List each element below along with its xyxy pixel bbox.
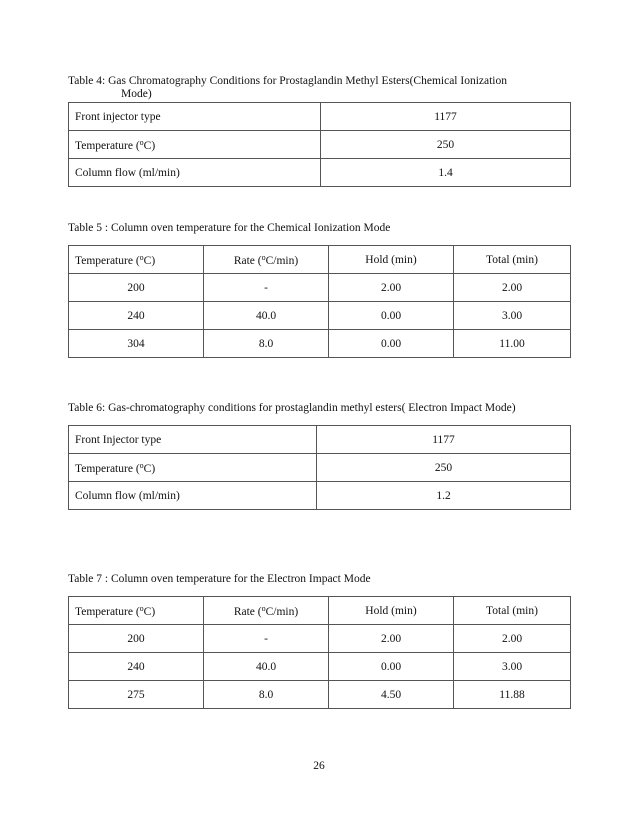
table6-value: 250 [317,454,571,482]
header-total: Total (min) [454,246,571,274]
header-total: Total (min) [454,597,571,625]
table-header-row [69,246,571,274]
table-row [69,653,571,681]
table6 [68,425,571,510]
cell: 0.00 [329,653,454,681]
table7-caption: Table 7 : Column oven temperature for the Electron Impact Mode [68,573,371,585]
table-row [69,625,571,653]
cell: 304 [69,330,204,358]
header-temperature: Temperature ($^o$C) [69,597,204,625]
table-row [69,159,571,187]
table7 [68,596,571,709]
table6-label: Front Injector type [69,426,317,454]
table4-value: 250 [321,131,571,159]
table-row [69,454,571,482]
header-temperature: Temperature ($^o$C) [69,246,204,274]
cell: 240 [69,653,204,681]
cell: 2.00 [329,625,454,653]
table4-caption [68,75,507,101]
cell: 8.0 [204,330,329,358]
table4 [68,102,571,187]
table-row [69,103,571,131]
cell: 240 [69,302,204,330]
table-row [69,681,571,709]
table-row [69,131,571,159]
table6-label: Temperature ($^o$C) [69,454,317,482]
table4-label: Column flow (ml/min) [69,159,321,187]
cell: 0.00 [329,302,454,330]
cell: 2.00 [329,274,454,302]
table6-value: 1177 [317,426,571,454]
header-hold: Hold (min) [329,597,454,625]
cell: 3.00 [454,653,571,681]
table-row [69,330,571,358]
table-header-row [69,597,571,625]
cell: 3.00 [454,302,571,330]
cell: 11.88 [454,681,571,709]
cell: 11.00 [454,330,571,358]
cell: 275 [69,681,204,709]
table4-label: Temperature ($^o$C) [69,131,321,159]
cell: - [204,274,329,302]
page-number: 26 [313,760,325,772]
cell: 2.00 [454,625,571,653]
cell: 40.0 [204,302,329,330]
table5 [68,245,571,358]
table4-value: 1177 [321,103,571,131]
table-row [69,274,571,302]
cell: 2.00 [454,274,571,302]
table6-label: Column flow (ml/min) [69,482,317,510]
table-row [69,302,571,330]
table4-value: 1.4 [321,159,571,187]
header-rate: Rate ($^o$C/min) [204,597,329,625]
table4-label: Front injector type [69,103,321,131]
cell: 8.0 [204,681,329,709]
cell: - [204,625,329,653]
cell: 200 [69,625,204,653]
table4-caption-line1: Table 4: Gas Chromatography Conditions for Prostaglandin Methyl Esters(Chemical Ionization [68,75,507,87]
table4-caption-line2: Mode) [121,88,152,100]
header-hold: Hold (min) [329,246,454,274]
cell: 4.50 [329,681,454,709]
table-row [69,426,571,454]
table5-caption: Table 5 : Column oven temperature for the Chemical Ionization Mode [68,222,391,234]
table6-value: 1.2 [317,482,571,510]
cell: 0.00 [329,330,454,358]
cell: 40.0 [204,653,329,681]
header-rate: Rate ($^o$C/min) [204,246,329,274]
table6-caption: Table 6: Gas-chromatography conditions for prostaglandin methyl esters( Electron Impact Mode) [68,402,516,414]
table-row [69,482,571,510]
cell: 200 [69,274,204,302]
